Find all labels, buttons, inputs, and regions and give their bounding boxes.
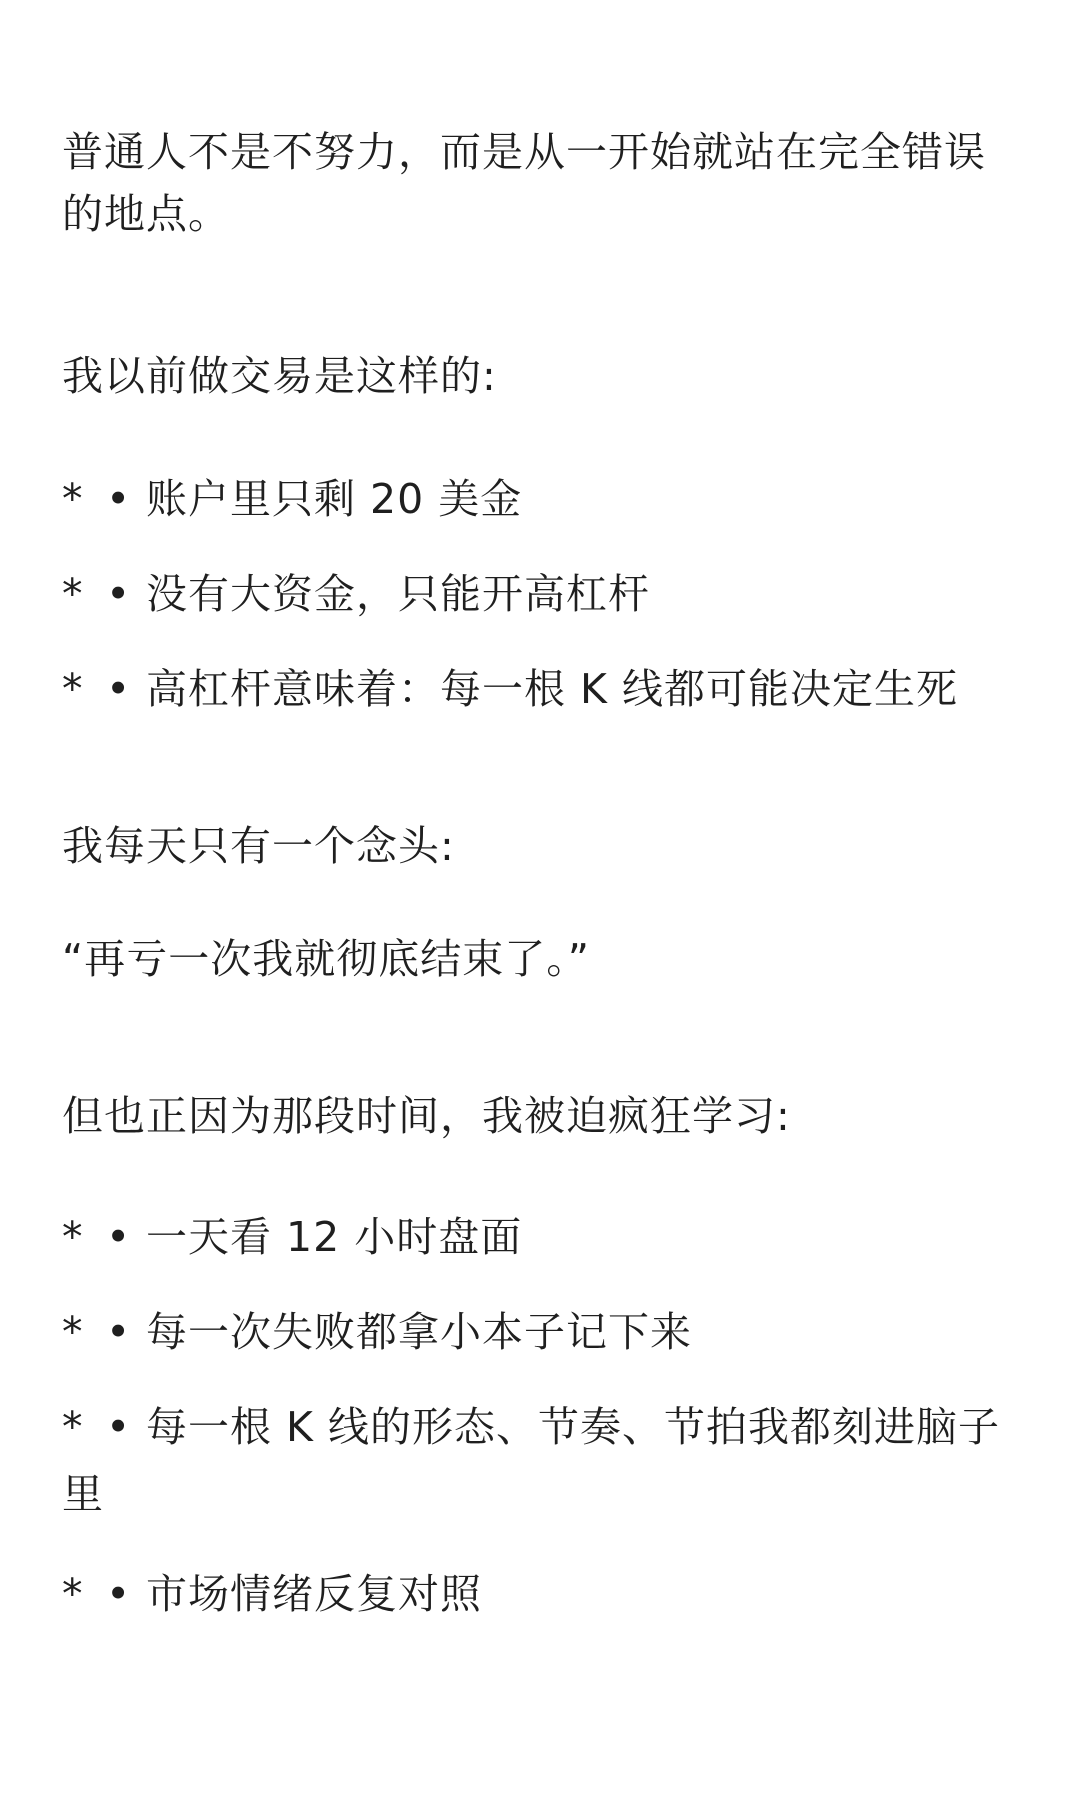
- asterisk-marker: *: [62, 570, 83, 618]
- asterisk-marker: *: [62, 1570, 83, 1618]
- list-item-text: 账户里只剩 20 美金: [146, 475, 523, 523]
- paragraph-line: 的地点。: [62, 190, 230, 238]
- asterisk-marker: *: [62, 665, 83, 713]
- list-item: [62, 1213, 522, 1261]
- list-item: [62, 475, 522, 523]
- list-item-text: 每一次失败都拿小本子记下来: [146, 1308, 692, 1356]
- list-item: [62, 665, 958, 713]
- list-item-text: 没有大资金，只能开高杠杆: [146, 570, 650, 618]
- list-item: [62, 1403, 1000, 1451]
- list-item: [62, 1308, 692, 1356]
- bullet-dot-icon: •: [106, 1308, 131, 1356]
- quote-paragraph: “再亏一次我就彻底结束了。”: [62, 935, 590, 983]
- list-item-text: 高杠杆意味着：每一根 K 线都可能决定生死: [146, 665, 958, 713]
- bullet-dot-icon: •: [106, 475, 131, 523]
- paragraph: 我每天只有一个念头:: [62, 822, 455, 870]
- paragraph: 但也正因为那段时间，我被迫疯狂学习:: [62, 1092, 791, 1140]
- list-item-text: 每一根 K 线的形态、节奏、节拍我都刻进脑子: [146, 1403, 1000, 1451]
- list-item-continuation: 里: [62, 1470, 104, 1518]
- list-item: [62, 570, 650, 618]
- bullet-dot-icon: •: [106, 1570, 131, 1618]
- bullet-dot-icon: •: [106, 570, 131, 618]
- list-item-text: 市场情绪反复对照: [146, 1570, 482, 1618]
- asterisk-marker: *: [62, 1403, 83, 1451]
- asterisk-marker: *: [62, 475, 83, 523]
- asterisk-marker: *: [62, 1308, 83, 1356]
- bullet-dot-icon: •: [106, 665, 131, 713]
- paragraph-line: 普通人不是不努力，而是从一开始就站在完全错误: [62, 128, 986, 176]
- list-item-text: 一天看 12 小时盘面: [146, 1213, 523, 1261]
- list-item: [62, 1570, 482, 1618]
- bullet-dot-icon: •: [106, 1213, 131, 1261]
- asterisk-marker: *: [62, 1213, 83, 1261]
- paragraph: 我以前做交易是这样的:: [62, 352, 497, 400]
- bullet-dot-icon: •: [106, 1403, 131, 1451]
